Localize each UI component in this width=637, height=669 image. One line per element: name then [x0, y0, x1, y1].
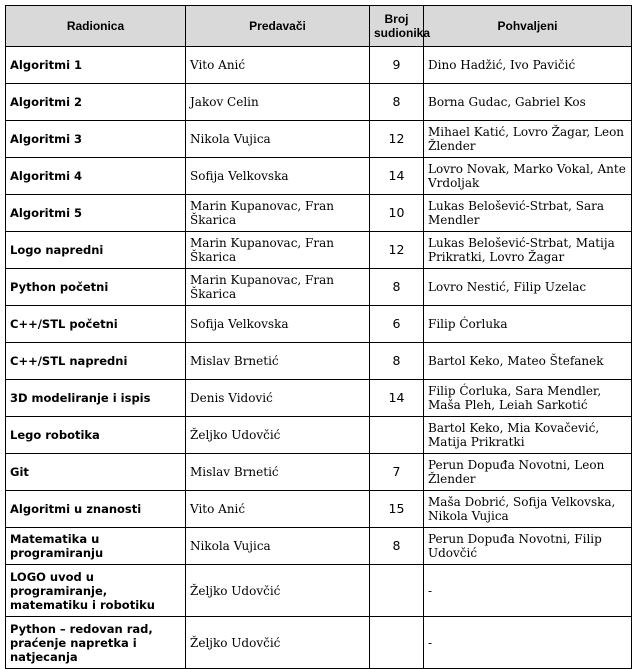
- cell-radionica: C++/STL napredni: [6, 343, 186, 380]
- cell-radionica: Logo napredni: [6, 232, 186, 269]
- table-row: [6, 491, 632, 528]
- cell-predavaci: Denis Vidović: [186, 380, 370, 417]
- table-row: [6, 47, 632, 84]
- cell-radionica: Python – redovan rad, praćenje napretka i natjecanja: [6, 617, 186, 669]
- cell-predavaci: Jakov Celin: [186, 84, 370, 121]
- cell-broj: 8: [370, 343, 424, 380]
- cell-broj: 6: [370, 306, 424, 343]
- cell-predavaci: Nikola Vujica: [186, 121, 370, 158]
- cell-pohvaljeni: Perun Dopuđa Novotni, Leon Žlender: [424, 454, 632, 491]
- cell-predavaci: Mislav Brnetić: [186, 343, 370, 380]
- cell-radionica: Algoritmi 5: [6, 195, 186, 232]
- cell-broj: [370, 565, 424, 617]
- cell-radionica: Python početni: [6, 269, 186, 306]
- table-row: [6, 121, 632, 158]
- cell-broj: 8: [370, 84, 424, 121]
- cell-broj: 12: [370, 232, 424, 269]
- table-row: [6, 343, 632, 380]
- cell-radionica: C++/STL početni: [6, 306, 186, 343]
- cell-broj: 7: [370, 454, 424, 491]
- cell-pohvaljeni: Lukas Belošević-Strbat, Sara Mendler: [424, 195, 632, 232]
- cell-radionica: Git: [6, 454, 186, 491]
- cell-predavaci: Sofija Velkovska: [186, 306, 370, 343]
- cell-predavaci: Marin Kupanovac, Fran Škarica: [186, 269, 370, 306]
- cell-broj: 10: [370, 195, 424, 232]
- cell-pohvaljeni: Borna Gudac, Gabriel Kos: [424, 84, 632, 121]
- table-row: [6, 84, 632, 121]
- cell-predavaci: Vito Anić: [186, 491, 370, 528]
- cell-radionica: Algoritmi 1: [6, 47, 186, 84]
- cell-broj: 15: [370, 491, 424, 528]
- table-row: [6, 380, 632, 417]
- table-row: [6, 306, 632, 343]
- header-predavaci: Predavači: [186, 6, 370, 47]
- table-row: [6, 195, 632, 232]
- cell-radionica: Matematika u programiranju: [6, 528, 186, 565]
- cell-pohvaljeni: Lovro Nestić, Filip Uzelac: [424, 269, 632, 306]
- cell-predavaci: Marin Kupanovac, Fran Škarica: [186, 232, 370, 269]
- cell-pohvaljeni: Bartol Keko, Mateo Štefanek: [424, 343, 632, 380]
- cell-broj: 14: [370, 158, 424, 195]
- cell-pohvaljeni: Dino Hadžić, Ivo Pavičić: [424, 47, 632, 84]
- cell-predavaci: Sofija Velkovska: [186, 158, 370, 195]
- header-pohvaljeni: Pohvaljeni: [424, 6, 632, 47]
- cell-pohvaljeni: Filip Ćorluka, Sara Mendler, Maša Pleh, Leiah Sarkotić: [424, 380, 632, 417]
- cell-radionica: Algoritmi 3: [6, 121, 186, 158]
- workshops-table: [5, 5, 632, 669]
- table-row: [6, 528, 632, 565]
- table-row: [6, 417, 632, 454]
- cell-pohvaljeni: -: [424, 617, 632, 669]
- cell-pohvaljeni: -: [424, 565, 632, 617]
- cell-broj: 8: [370, 269, 424, 306]
- cell-predavaci: Željko Udovčić: [186, 617, 370, 669]
- cell-radionica: Algoritmi 2: [6, 84, 186, 121]
- cell-pohvaljeni: Maša Dobrić, Sofija Velkovska, Nikola Vujica: [424, 491, 632, 528]
- cell-radionica: Algoritmi 4: [6, 158, 186, 195]
- cell-predavaci: Nikola Vujica: [186, 528, 370, 565]
- cell-pohvaljeni: Mihael Katić, Lovro Žagar, Leon Žlender: [424, 121, 632, 158]
- cell-broj: 8: [370, 528, 424, 565]
- cell-pohvaljeni: Filip Ćorluka: [424, 306, 632, 343]
- cell-predavaci: Mislav Brnetić: [186, 454, 370, 491]
- cell-radionica: 3D modeliranje i ispis: [6, 380, 186, 417]
- cell-pohvaljeni: Perun Dopuđa Novotni, Filip Udovčić: [424, 528, 632, 565]
- cell-predavaci: Željko Udovčić: [186, 565, 370, 617]
- table-row: [6, 565, 632, 617]
- header-radionica: Radionica: [6, 6, 186, 47]
- cell-broj: 12: [370, 121, 424, 158]
- cell-broj: [370, 417, 424, 454]
- header-broj-sudionika: Broj sudionika: [370, 6, 424, 47]
- cell-radionica: Algoritmi u znanosti: [6, 491, 186, 528]
- cell-broj: [370, 617, 424, 669]
- cell-pohvaljeni: Lukas Belošević-Strbat, Matija Prikratki, Lovro Žagar: [424, 232, 632, 269]
- cell-pohvaljeni: Lovro Novak, Marko Vokal, Ante Vrdoljak: [424, 158, 632, 195]
- table-row: [6, 454, 632, 491]
- cell-broj: 14: [370, 380, 424, 417]
- cell-predavaci: Željko Udovčić: [186, 417, 370, 454]
- cell-predavaci: Vito Anić: [186, 47, 370, 84]
- header-row: [6, 6, 632, 47]
- table-row: [6, 232, 632, 269]
- cell-predavaci: Marin Kupanovac, Fran Škarica: [186, 195, 370, 232]
- cell-radionica: Lego robotika: [6, 417, 186, 454]
- cell-pohvaljeni: Bartol Keko, Mia Kovačević, Matija Prikratki: [424, 417, 632, 454]
- table-row: [6, 617, 632, 669]
- table-row: [6, 269, 632, 306]
- table-row: [6, 158, 632, 195]
- cell-radionica: LOGO uvod u programiranje, matematiku i robotiku: [6, 565, 186, 617]
- cell-broj: 9: [370, 47, 424, 84]
